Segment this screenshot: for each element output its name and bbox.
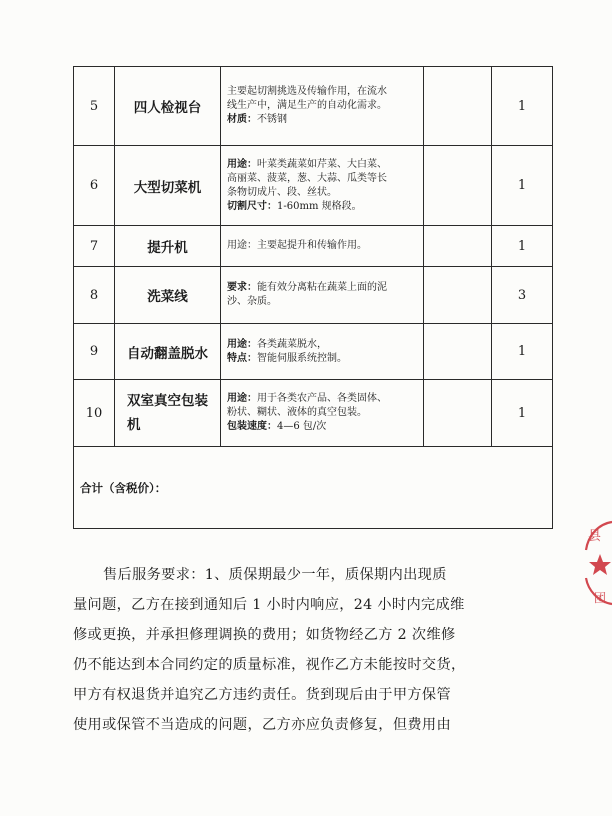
- equipment-quantity: 1: [492, 226, 553, 267]
- total-label: 合计（含税价）：: [74, 447, 553, 529]
- equipment-quantity: 1: [492, 324, 553, 380]
- paragraph-line: 量问题，乙方在接到通知后 1 小时内响应，24 小时内完成维: [73, 597, 465, 613]
- description-line: 要求：能有效分离粘在蔬菜上面的泥: [227, 282, 387, 293]
- svg-text:县: 县: [588, 529, 602, 544]
- table-row: [74, 146, 553, 226]
- blank-cell: [424, 67, 492, 146]
- equipment-name: 四人检视台: [115, 67, 221, 146]
- svg-text:团: 团: [594, 591, 607, 605]
- equipment-description: [221, 267, 424, 324]
- table-row: [74, 226, 553, 267]
- description-line: 高丽菜、菠菜，葱、大蒜、瓜类等长: [227, 172, 387, 184]
- table-row: [74, 324, 553, 380]
- row-number: 6: [74, 146, 115, 226]
- row-number: 10: [74, 380, 115, 447]
- paragraph-line: 仍不能达到本合同约定的质量标准，视作乙方未能按时交货，: [73, 657, 466, 673]
- equipment-description: [221, 146, 424, 226]
- description-line: 粉状、糊状、液体的真空包装。: [227, 407, 367, 418]
- row-number: 7: [74, 226, 115, 267]
- equipment-description: [221, 324, 424, 380]
- blank-cell: [424, 380, 492, 447]
- equipment-name-line: 机: [127, 417, 141, 433]
- blank-cell: [424, 267, 492, 324]
- blank-cell: [424, 146, 492, 226]
- paragraph-line: 售后服务要求：1、质保期最少一年，质保期内出现质: [103, 567, 447, 583]
- equipment-quantity: 3: [492, 267, 553, 324]
- description-line: 沙、杂质。: [227, 296, 277, 307]
- row-number: 5: [74, 67, 115, 146]
- equipment-name: [115, 380, 221, 447]
- equipment-description: [221, 226, 424, 267]
- description-line: 条物切成片、段、丝状。: [227, 186, 337, 198]
- equipment-name: 提升机: [115, 226, 221, 267]
- equipment-name: 自动翻盖脱水: [115, 324, 221, 380]
- equipment-description: [221, 380, 424, 447]
- row-number: 8: [74, 267, 115, 324]
- description-line: 材质：不锈钢: [227, 114, 287, 125]
- description-line: 用途：用于各类农产品、各类固体、: [227, 393, 387, 404]
- equipment-quantity: 1: [492, 146, 553, 226]
- table-row: [74, 67, 553, 146]
- description-line: 主要起切割挑选及传输作用，在流水: [227, 86, 387, 97]
- red-seal-stamp: [574, 516, 612, 608]
- equipment-quantity: 1: [492, 380, 553, 447]
- description-line: 用途：主要起提升和传输作用。: [227, 240, 367, 251]
- after-sales-service-paragraph: [73, 560, 551, 740]
- description-line: 用途：叶菜类蔬菜如芹菜、大白菜、: [227, 158, 387, 170]
- blank-cell: [424, 324, 492, 380]
- row-number: 9: [74, 324, 115, 380]
- equipment-quantity: 1: [492, 67, 553, 146]
- blank-cell: [424, 226, 492, 267]
- equipment-name: 大型切菜机: [115, 146, 221, 226]
- equipment-description: [221, 67, 424, 146]
- description-line: 特点：智能伺服系统控制。: [227, 352, 347, 364]
- paragraph-line: 修或更换，并承担修理调换的费用；如货物经乙方 2 次维修: [73, 627, 456, 643]
- table-row: [74, 380, 553, 447]
- description-line: 切割尺寸：1-60mm 规格段。: [227, 200, 362, 212]
- equipment-table: [73, 66, 553, 529]
- equipment-name-line: 双室真空包装: [127, 393, 208, 409]
- equipment-name: 洗菜线: [115, 267, 221, 324]
- total-row: [74, 447, 553, 529]
- description-line: 用途：各类蔬菜脱水，: [227, 338, 327, 350]
- paragraph-line: 使用或保管不当造成的问题，乙方亦应负责修复，但费用由: [73, 717, 451, 733]
- table-row: [74, 267, 553, 324]
- description-line: 线生产中，满足生产的自动化需求。: [227, 100, 387, 111]
- paragraph-line: 甲方有权退货并追究乙方违约责任。货到现后由于甲方保管: [73, 687, 451, 703]
- description-line: 包装速度：4—6 包/次: [227, 421, 327, 432]
